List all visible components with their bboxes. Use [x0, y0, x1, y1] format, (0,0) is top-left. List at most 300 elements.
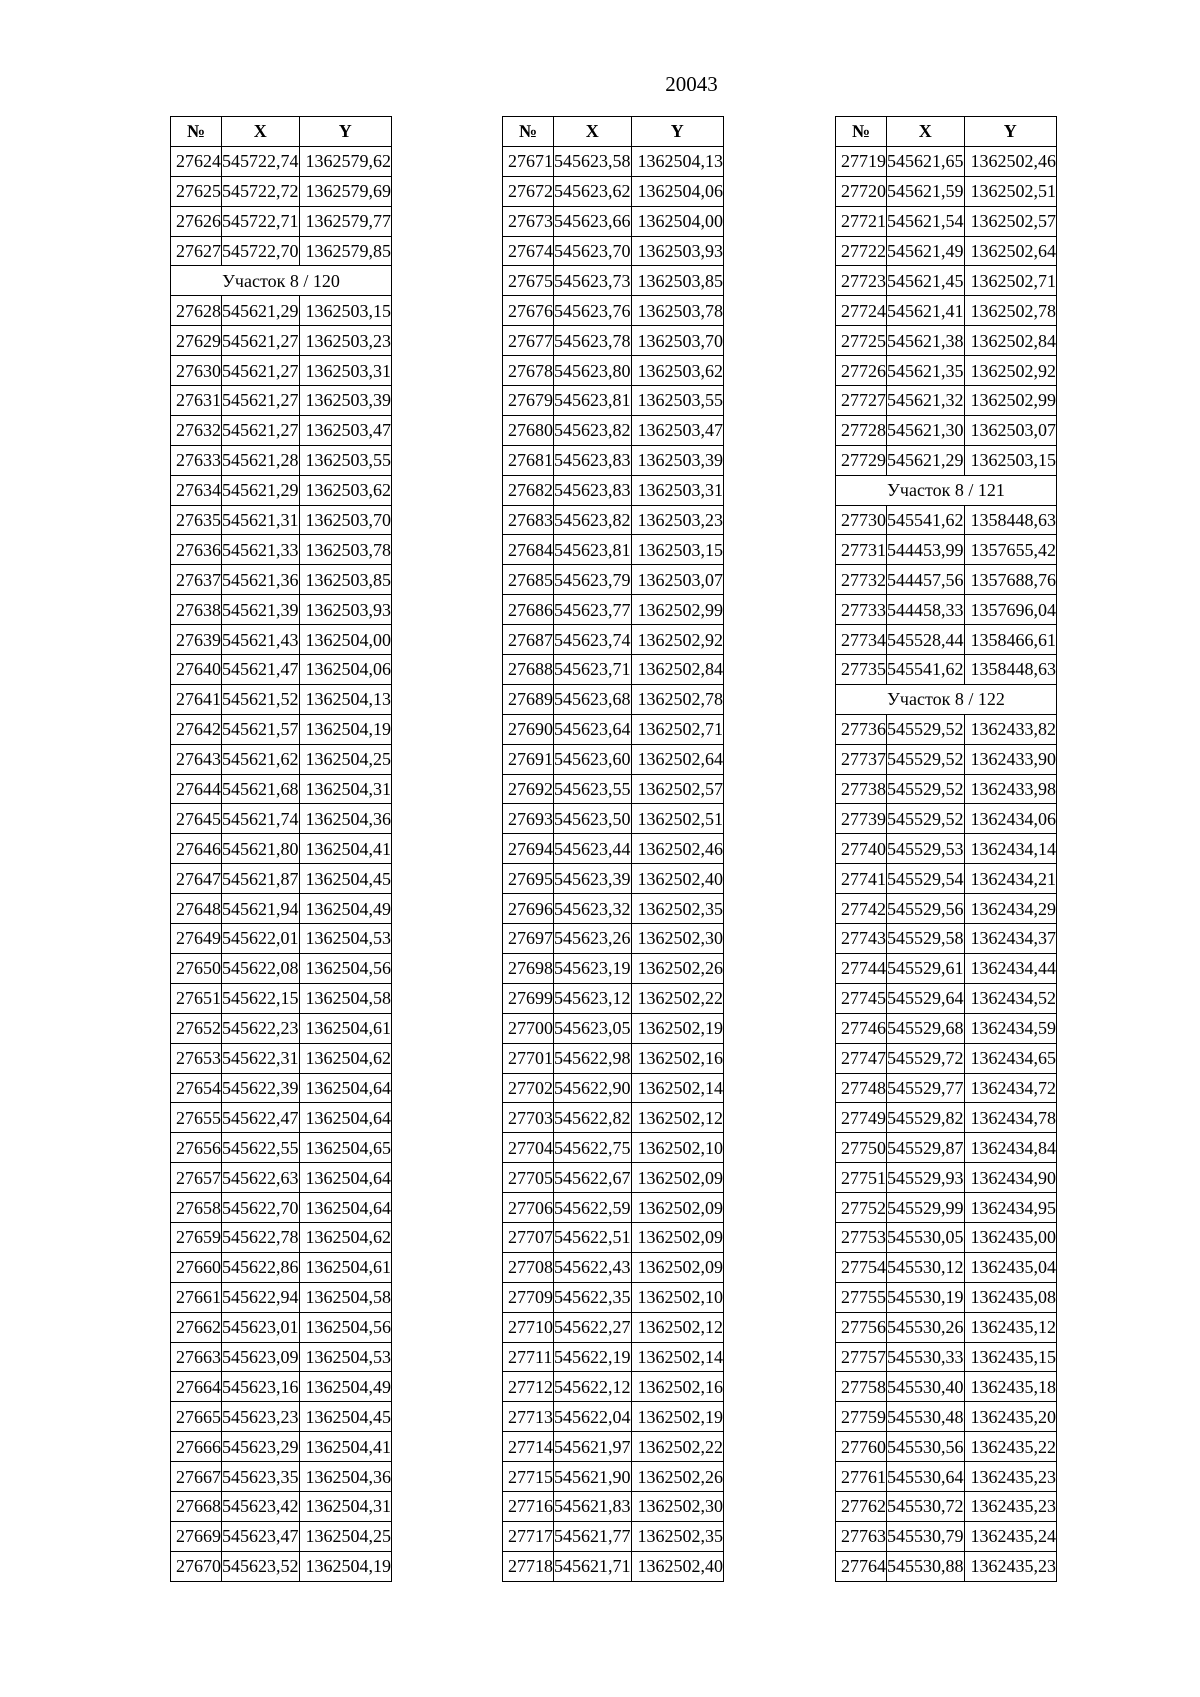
y-coordinate-cell: 1362504,45 [299, 1402, 392, 1432]
x-coordinate-cell: 545529,52 [887, 774, 965, 804]
x-coordinate-cell: 544453,99 [887, 535, 965, 565]
point-number-cell: 27752 [836, 1193, 887, 1223]
y-coordinate-cell: 1362503,07 [631, 565, 724, 595]
header-x: X [554, 117, 632, 147]
point-number-cell: 27685 [503, 565, 554, 595]
point-number-cell: 27658 [171, 1193, 222, 1223]
y-coordinate-cell: 1362434,37 [964, 924, 1057, 954]
y-coordinate-cell: 1362502,57 [631, 774, 724, 804]
y-coordinate-cell: 1362434,06 [964, 804, 1057, 834]
y-coordinate-cell: 1362502,71 [964, 266, 1057, 296]
point-number-cell: 27719 [836, 146, 887, 176]
point-number-cell: 27723 [836, 266, 887, 296]
x-coordinate-cell: 545621,71 [554, 1551, 632, 1581]
point-number-cell: 27706 [503, 1193, 554, 1223]
table-row [503, 983, 724, 1013]
x-coordinate-cell: 545623,64 [554, 714, 632, 744]
y-coordinate-cell: 1357655,42 [964, 535, 1057, 565]
x-coordinate-cell: 545622,70 [222, 1193, 300, 1223]
point-number-cell: 27698 [503, 953, 554, 983]
table-row [836, 386, 1057, 416]
table-row [503, 505, 724, 535]
table-row [503, 1133, 724, 1163]
y-coordinate-cell: 1362502,30 [631, 1491, 724, 1521]
point-number-cell: 27666 [171, 1432, 222, 1462]
point-number-cell: 27663 [171, 1342, 222, 1372]
table-row [836, 1342, 1057, 1372]
table-row [836, 206, 1057, 236]
x-coordinate-cell: 545623,71 [554, 655, 632, 685]
y-coordinate-cell: 1362503,31 [631, 475, 724, 505]
y-coordinate-cell: 1362433,90 [964, 744, 1057, 774]
x-coordinate-cell: 545621,57 [222, 714, 300, 744]
point-number-cell: 27757 [836, 1342, 887, 1372]
y-coordinate-cell: 1362435,04 [964, 1252, 1057, 1282]
point-number-cell: 27756 [836, 1312, 887, 1342]
point-number-cell: 27700 [503, 1013, 554, 1043]
y-coordinate-cell: 1362435,23 [964, 1462, 1057, 1492]
x-coordinate-cell: 545530,79 [887, 1521, 965, 1551]
x-coordinate-cell: 545621,35 [887, 356, 965, 386]
table-row [836, 445, 1057, 475]
x-coordinate-cell: 545530,72 [887, 1491, 965, 1521]
point-number-cell: 27763 [836, 1521, 887, 1551]
point-number-cell: 27636 [171, 535, 222, 565]
x-coordinate-cell: 545621,33 [222, 535, 300, 565]
table-row [836, 266, 1057, 296]
x-coordinate-cell: 545623,83 [554, 445, 632, 475]
x-coordinate-cell: 545623,50 [554, 804, 632, 834]
point-number-cell: 27697 [503, 924, 554, 954]
y-coordinate-cell: 1362504,06 [299, 655, 392, 685]
table-row [836, 1133, 1057, 1163]
point-number-cell: 27761 [836, 1462, 887, 1492]
x-coordinate-cell: 545722,71 [222, 206, 300, 236]
y-coordinate-cell: 1358448,63 [964, 505, 1057, 535]
point-number-cell: 27689 [503, 684, 554, 714]
y-coordinate-cell: 1362504,31 [299, 774, 392, 804]
point-number-cell: 27704 [503, 1133, 554, 1163]
point-number-cell: 27655 [171, 1103, 222, 1133]
point-number-cell: 27656 [171, 1133, 222, 1163]
table-row [171, 1312, 392, 1342]
y-coordinate-cell: 1362502,71 [631, 714, 724, 744]
table-row [503, 565, 724, 595]
y-coordinate-cell: 1362434,84 [964, 1133, 1057, 1163]
y-coordinate-cell: 1362502,84 [631, 655, 724, 685]
x-coordinate-cell: 545622,04 [554, 1402, 632, 1432]
table-row [171, 864, 392, 894]
x-coordinate-cell: 545623,68 [554, 684, 632, 714]
y-coordinate-cell: 1362502,40 [631, 864, 724, 894]
table-row [503, 774, 724, 804]
y-coordinate-cell: 1362504,06 [631, 176, 724, 206]
y-coordinate-cell: 1362503,07 [964, 415, 1057, 445]
x-coordinate-cell: 545621,41 [887, 296, 965, 326]
x-coordinate-cell: 545623,55 [554, 774, 632, 804]
table-row [836, 1252, 1057, 1282]
x-coordinate-cell: 545623,09 [222, 1342, 300, 1372]
y-coordinate-cell: 1362504,64 [299, 1163, 392, 1193]
header-row [836, 117, 1057, 147]
y-coordinate-cell: 1362504,61 [299, 1252, 392, 1282]
table-row [836, 953, 1057, 983]
table-row [171, 176, 392, 206]
point-number-cell: 27665 [171, 1402, 222, 1432]
table-row [171, 894, 392, 924]
table-row [503, 1491, 724, 1521]
x-coordinate-cell: 545623,58 [554, 146, 632, 176]
x-coordinate-cell: 545622,19 [554, 1342, 632, 1372]
y-coordinate-cell: 1362502,64 [964, 236, 1057, 266]
x-coordinate-cell: 545530,40 [887, 1372, 965, 1402]
table-row [171, 535, 392, 565]
y-coordinate-cell: 1362434,90 [964, 1163, 1057, 1193]
table-row [171, 1372, 392, 1402]
y-coordinate-cell: 1362503,85 [299, 565, 392, 595]
point-number-cell: 27672 [503, 176, 554, 206]
x-coordinate-cell: 545530,48 [887, 1402, 965, 1432]
y-coordinate-cell: 1362434,21 [964, 864, 1057, 894]
table-row [836, 744, 1057, 774]
y-coordinate-cell: 1362502,14 [631, 1342, 724, 1372]
table-row [171, 834, 392, 864]
table-row [171, 386, 392, 416]
point-number-cell: 27661 [171, 1282, 222, 1312]
y-coordinate-cell: 1362502,19 [631, 1013, 724, 1043]
table-row [836, 1013, 1057, 1043]
x-coordinate-cell: 545530,05 [887, 1222, 965, 1252]
x-coordinate-cell: 545623,32 [554, 894, 632, 924]
table-row [836, 1432, 1057, 1462]
point-number-cell: 27671 [503, 146, 554, 176]
y-coordinate-cell: 1362503,23 [299, 326, 392, 356]
x-coordinate-cell: 545621,54 [887, 206, 965, 236]
table-row [503, 655, 724, 685]
y-coordinate-cell: 1362504,56 [299, 1312, 392, 1342]
y-coordinate-cell: 1362504,36 [299, 1462, 392, 1492]
x-coordinate-cell: 545528,44 [887, 625, 965, 655]
x-coordinate-cell: 545622,63 [222, 1163, 300, 1193]
table-row [171, 296, 392, 326]
y-coordinate-cell: 1362503,15 [299, 296, 392, 326]
x-coordinate-cell: 545621,74 [222, 804, 300, 834]
x-coordinate-cell: 545621,52 [222, 684, 300, 714]
x-coordinate-cell: 545529,99 [887, 1193, 965, 1223]
x-coordinate-cell: 545621,87 [222, 864, 300, 894]
table-row [171, 655, 392, 685]
y-coordinate-cell: 1362504,00 [631, 206, 724, 236]
table-row [503, 1372, 724, 1402]
table-row [503, 864, 724, 894]
table-row [171, 565, 392, 595]
y-coordinate-cell: 1362434,52 [964, 983, 1057, 1013]
point-number-cell: 27659 [171, 1222, 222, 1252]
y-coordinate-cell: 1362502,46 [631, 834, 724, 864]
table-row [503, 1222, 724, 1252]
point-number-cell: 27638 [171, 595, 222, 625]
x-coordinate-cell: 545623,83 [554, 475, 632, 505]
point-number-cell: 27687 [503, 625, 554, 655]
table-row [836, 505, 1057, 535]
table-row [503, 356, 724, 386]
x-coordinate-cell: 545621,94 [222, 894, 300, 924]
y-coordinate-cell: 1362502,40 [631, 1551, 724, 1581]
y-coordinate-cell: 1358448,63 [964, 655, 1057, 685]
point-number-cell: 27634 [171, 475, 222, 505]
point-number-cell: 27662 [171, 1312, 222, 1342]
point-number-cell: 27629 [171, 326, 222, 356]
point-number-cell: 27668 [171, 1491, 222, 1521]
table-row [503, 1163, 724, 1193]
y-coordinate-cell: 1362502,16 [631, 1043, 724, 1073]
table-row [503, 535, 724, 565]
x-coordinate-cell: 545621,29 [222, 296, 300, 326]
point-number-cell: 27745 [836, 983, 887, 1013]
table-row [503, 1043, 724, 1073]
table-row [836, 1043, 1057, 1073]
table-row [836, 176, 1057, 206]
y-coordinate-cell: 1362502,51 [964, 176, 1057, 206]
point-number-cell: 27633 [171, 445, 222, 475]
point-number-cell: 27692 [503, 774, 554, 804]
point-number-cell: 27676 [503, 296, 554, 326]
point-number-cell: 27648 [171, 894, 222, 924]
point-number-cell: 27696 [503, 894, 554, 924]
point-number-cell: 27759 [836, 1402, 887, 1432]
x-coordinate-cell: 545622,59 [554, 1193, 632, 1223]
y-coordinate-cell: 1362502,51 [631, 804, 724, 834]
y-coordinate-cell: 1362433,98 [964, 774, 1057, 804]
x-coordinate-cell: 545621,97 [554, 1432, 632, 1462]
section-title: Участок 8 / 120 [171, 266, 392, 296]
point-number-cell: 27664 [171, 1372, 222, 1402]
table-row [836, 1222, 1057, 1252]
y-coordinate-cell: 1362502,92 [631, 625, 724, 655]
table-row [836, 774, 1057, 804]
table-row [836, 595, 1057, 625]
y-coordinate-cell: 1362504,45 [299, 864, 392, 894]
table-row [836, 983, 1057, 1013]
y-coordinate-cell: 1362503,39 [299, 386, 392, 416]
x-coordinate-cell: 545621,77 [554, 1521, 632, 1551]
y-coordinate-cell: 1362504,00 [299, 625, 392, 655]
table-row [503, 1402, 724, 1432]
x-coordinate-cell: 545623,60 [554, 744, 632, 774]
y-coordinate-cell: 1362503,93 [299, 595, 392, 625]
x-coordinate-cell: 545623,44 [554, 834, 632, 864]
y-coordinate-cell: 1362503,47 [299, 415, 392, 445]
table-row [503, 206, 724, 236]
point-number-cell: 27730 [836, 505, 887, 535]
x-coordinate-cell: 545621,36 [222, 565, 300, 595]
point-number-cell: 27682 [503, 475, 554, 505]
header-y: Y [964, 117, 1057, 147]
point-number-cell: 27746 [836, 1013, 887, 1043]
x-coordinate-cell: 545529,82 [887, 1103, 965, 1133]
y-coordinate-cell: 1362504,19 [299, 714, 392, 744]
x-coordinate-cell: 545623,62 [554, 176, 632, 206]
x-coordinate-cell: 545722,72 [222, 176, 300, 206]
table-row [836, 1312, 1057, 1342]
point-number-cell: 27734 [836, 625, 887, 655]
point-number-cell: 27728 [836, 415, 887, 445]
y-coordinate-cell: 1362502,30 [631, 924, 724, 954]
table-row [171, 1252, 392, 1282]
x-coordinate-cell: 545621,28 [222, 445, 300, 475]
y-coordinate-cell: 1362434,78 [964, 1103, 1057, 1133]
y-coordinate-cell: 1362435,00 [964, 1222, 1057, 1252]
point-number-cell: 27751 [836, 1163, 887, 1193]
point-number-cell: 27726 [836, 356, 887, 386]
x-coordinate-cell: 545621,31 [222, 505, 300, 535]
x-coordinate-cell: 545529,56 [887, 894, 965, 924]
point-number-cell: 27677 [503, 326, 554, 356]
point-number-cell: 27760 [836, 1432, 887, 1462]
point-number-cell: 27738 [836, 774, 887, 804]
y-coordinate-cell: 1362502,26 [631, 1462, 724, 1492]
y-coordinate-cell: 1362504,41 [299, 1432, 392, 1462]
point-number-cell: 27691 [503, 744, 554, 774]
point-number-cell: 27732 [836, 565, 887, 595]
point-number-cell: 27729 [836, 445, 887, 475]
section-row [836, 684, 1057, 714]
y-coordinate-cell: 1362503,78 [631, 296, 724, 326]
table-row [171, 206, 392, 236]
y-coordinate-cell: 1362504,41 [299, 834, 392, 864]
point-number-cell: 27716 [503, 1491, 554, 1521]
point-number-cell: 27753 [836, 1222, 887, 1252]
x-coordinate-cell: 545621,38 [887, 326, 965, 356]
table-row [503, 834, 724, 864]
table-row [836, 1073, 1057, 1103]
point-number-cell: 27639 [171, 625, 222, 655]
point-number-cell: 27653 [171, 1043, 222, 1073]
y-coordinate-cell: 1362504,13 [631, 146, 724, 176]
x-coordinate-cell: 545529,52 [887, 714, 965, 744]
x-coordinate-cell: 545622,82 [554, 1103, 632, 1133]
point-number-cell: 27758 [836, 1372, 887, 1402]
table-row [171, 924, 392, 954]
x-coordinate-cell: 545621,32 [887, 386, 965, 416]
x-coordinate-cell: 545621,68 [222, 774, 300, 804]
x-coordinate-cell: 545622,27 [554, 1312, 632, 1342]
x-coordinate-cell: 545622,47 [222, 1103, 300, 1133]
x-coordinate-cell: 545623,01 [222, 1312, 300, 1342]
table-row [171, 1163, 392, 1193]
point-number-cell: 27731 [836, 535, 887, 565]
x-coordinate-cell: 545621,27 [222, 356, 300, 386]
y-coordinate-cell: 1362503,70 [631, 326, 724, 356]
y-coordinate-cell: 1362504,62 [299, 1222, 392, 1252]
x-coordinate-cell: 545623,79 [554, 565, 632, 595]
table-row [503, 595, 724, 625]
table-row [836, 535, 1057, 565]
header-y: Y [631, 117, 724, 147]
table-row [503, 176, 724, 206]
header-x: X [887, 117, 965, 147]
section-row [171, 266, 392, 296]
table-row [503, 625, 724, 655]
x-coordinate-cell: 545623,74 [554, 625, 632, 655]
point-number-cell: 27626 [171, 206, 222, 236]
x-coordinate-cell: 545541,62 [887, 505, 965, 535]
y-coordinate-cell: 1362503,55 [631, 386, 724, 416]
point-number-cell: 27686 [503, 595, 554, 625]
table-row [171, 1013, 392, 1043]
point-number-cell: 27750 [836, 1133, 887, 1163]
y-coordinate-cell: 1362435,20 [964, 1402, 1057, 1432]
point-number-cell: 27699 [503, 983, 554, 1013]
x-coordinate-cell: 545530,56 [887, 1432, 965, 1462]
y-coordinate-cell: 1362502,09 [631, 1163, 724, 1193]
table-row [836, 1521, 1057, 1551]
y-coordinate-cell: 1362435,12 [964, 1312, 1057, 1342]
y-coordinate-cell: 1362434,14 [964, 834, 1057, 864]
x-coordinate-cell: 545622,31 [222, 1043, 300, 1073]
y-coordinate-cell: 1362502,12 [631, 1103, 724, 1133]
x-coordinate-cell: 545530,26 [887, 1312, 965, 1342]
y-coordinate-cell: 1362502,78 [964, 296, 1057, 326]
table-row [836, 1551, 1057, 1581]
header-number: № [503, 117, 554, 147]
header-number: № [836, 117, 887, 147]
point-number-cell: 27727 [836, 386, 887, 416]
x-coordinate-cell: 545622,67 [554, 1163, 632, 1193]
table-row [171, 684, 392, 714]
table-row [836, 864, 1057, 894]
y-coordinate-cell: 1362502,09 [631, 1193, 724, 1223]
table-row [171, 505, 392, 535]
x-coordinate-cell: 545621,27 [222, 386, 300, 416]
table-row [836, 236, 1057, 266]
point-number-cell: 27647 [171, 864, 222, 894]
x-coordinate-cell: 545529,68 [887, 1013, 965, 1043]
point-number-cell: 27701 [503, 1043, 554, 1073]
point-number-cell: 27694 [503, 834, 554, 864]
point-number-cell: 27715 [503, 1462, 554, 1492]
x-coordinate-cell: 545623,52 [222, 1551, 300, 1581]
y-coordinate-cell: 1362435,23 [964, 1551, 1057, 1581]
y-coordinate-cell: 1362434,59 [964, 1013, 1057, 1043]
table-row [171, 236, 392, 266]
x-coordinate-cell: 545621,27 [222, 415, 300, 445]
y-coordinate-cell: 1362503,78 [299, 535, 392, 565]
table-row [171, 595, 392, 625]
table-row [503, 744, 724, 774]
x-coordinate-cell: 545529,52 [887, 744, 965, 774]
x-coordinate-cell: 545530,19 [887, 1282, 965, 1312]
y-coordinate-cell: 1362502,78 [631, 684, 724, 714]
table-row [503, 714, 724, 744]
table-row [503, 475, 724, 505]
point-number-cell: 27708 [503, 1252, 554, 1282]
point-number-cell: 27733 [836, 595, 887, 625]
point-number-cell: 27631 [171, 386, 222, 416]
y-coordinate-cell: 1362504,36 [299, 804, 392, 834]
x-coordinate-cell: 545622,23 [222, 1013, 300, 1043]
y-coordinate-cell: 1362502,10 [631, 1282, 724, 1312]
y-coordinate-cell: 1362435,23 [964, 1491, 1057, 1521]
table-row [836, 1282, 1057, 1312]
y-coordinate-cell: 1362435,08 [964, 1282, 1057, 1312]
y-coordinate-cell: 1362502,92 [964, 356, 1057, 386]
table-row [171, 1342, 392, 1372]
y-coordinate-cell: 1357696,04 [964, 595, 1057, 625]
x-coordinate-cell: 545623,23 [222, 1402, 300, 1432]
point-number-cell: 27741 [836, 864, 887, 894]
point-number-cell: 27703 [503, 1103, 554, 1133]
